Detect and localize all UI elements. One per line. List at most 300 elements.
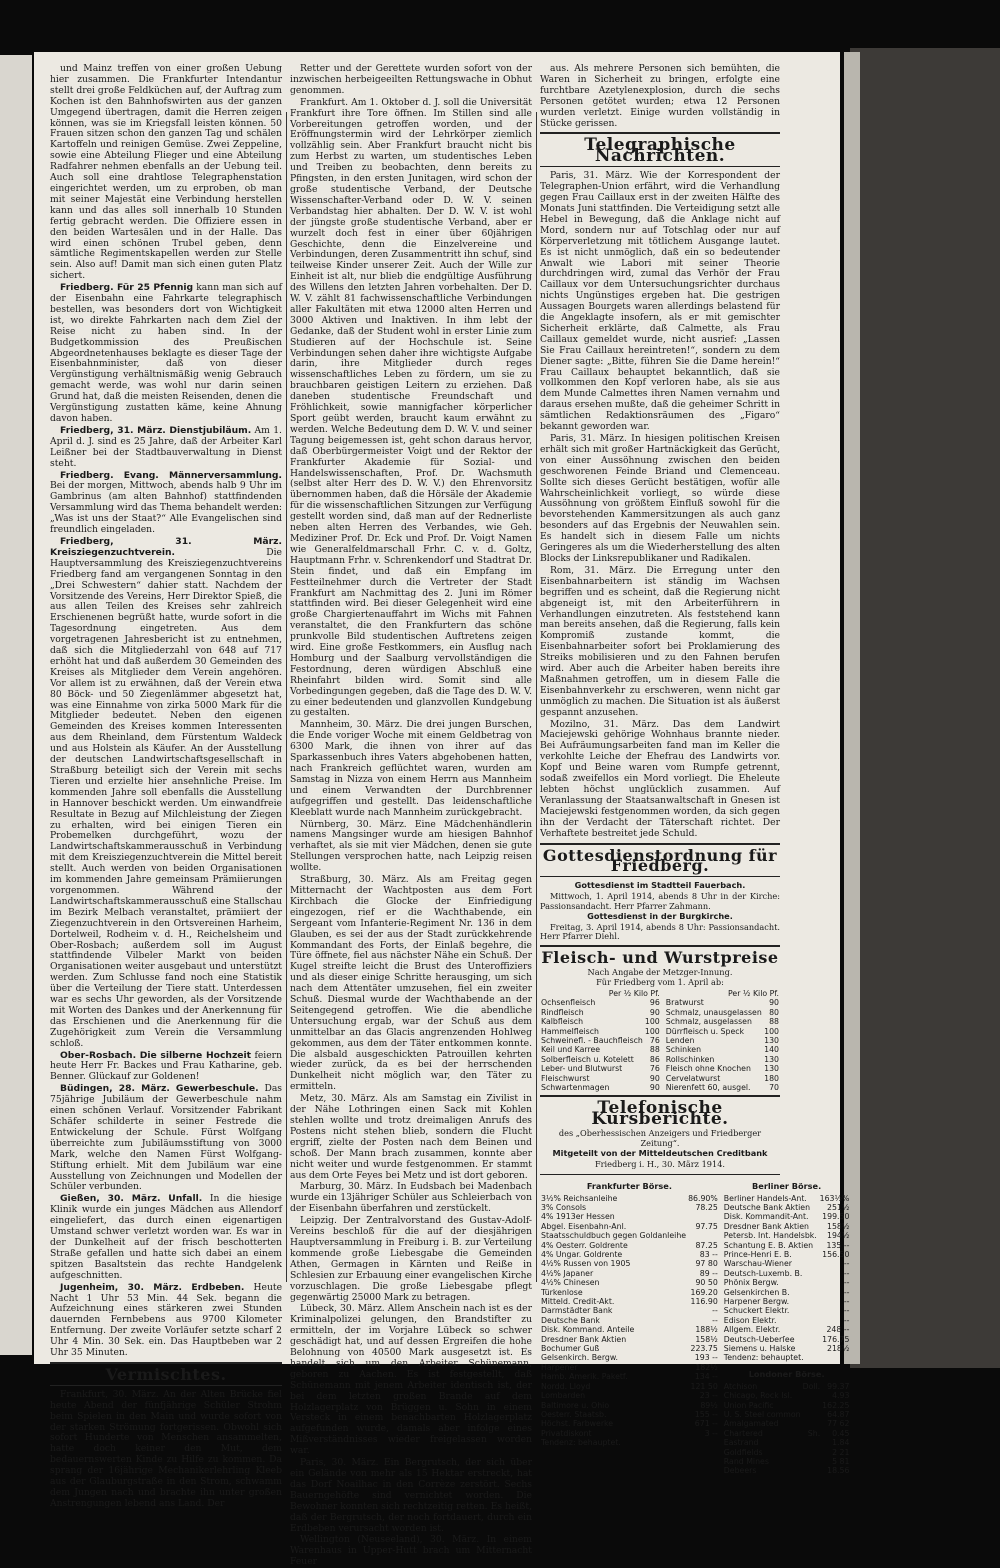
row-label: Prince-Henri E. B. xyxy=(723,1250,792,1259)
table-row xyxy=(540,1288,719,1297)
frankfurt-exchange-table xyxy=(540,1194,719,1448)
table-row xyxy=(540,1335,719,1344)
frankfurt-exchange-title: Frankfurter Börse. xyxy=(586,1180,672,1191)
row-label: Harpener xyxy=(541,1362,578,1372)
table-row xyxy=(540,1391,719,1400)
row-label: Baltimore u. Ohio xyxy=(541,1400,610,1410)
row-label: Chicago, Rock Isl. xyxy=(723,1391,793,1401)
row-label: Mitteld. Credit-Akt. xyxy=(541,1297,615,1307)
row-label: Dürrfleisch u. Speck xyxy=(665,1026,745,1036)
row-value: 100 xyxy=(764,1026,779,1036)
row-label: Oesterr. Staatsb. xyxy=(541,1409,607,1419)
table-row xyxy=(665,1083,780,1092)
row-label: Keil und Karree xyxy=(541,1045,601,1055)
row-label: Hammelfleisch xyxy=(541,1026,599,1036)
table-row xyxy=(540,1074,661,1083)
table-row xyxy=(723,1194,851,1203)
table-row xyxy=(723,1212,851,1221)
table-row xyxy=(723,1401,851,1410)
table-row xyxy=(540,1203,719,1212)
column-1 xyxy=(50,63,283,1509)
row-value: 89 -- xyxy=(699,1268,718,1278)
row-value: 671 -- xyxy=(694,1419,718,1429)
table-row xyxy=(540,1259,719,1268)
section-title-gottesdienst: Gottesdienstordnung für Friedberg. xyxy=(542,845,778,876)
article-text: In die hiesige Klinik wurde ein junges Mädchen aus Allendorf eingeliefert, das durch einen eigenartigen Umstand schwer verletzt worden war. Es war in der Dunkelheit auf der frisch beschotterten Straße gefallen und hatte sich dabei an einem spitzen Basaltstein das rechte Handgelenk aufgeschnitten. xyxy=(50,1193,282,1281)
row-label: Deutsche Bank Aktien xyxy=(723,1202,811,1212)
berlin-exchange-title: Berliner Börse. xyxy=(752,1180,822,1191)
row-value xyxy=(687,1231,719,1240)
article xyxy=(50,1051,282,1084)
article: Wellington (Neuseeland), 30. März. In einem Warenhaus in Upper-Hutt brach um Mitternacht Feuer xyxy=(290,1534,532,1568)
table-row xyxy=(723,1325,851,1334)
row-value: -- xyxy=(843,1306,850,1316)
table-row xyxy=(540,1278,719,1287)
article: Paris, 31. März. Wie der Korrespondent der Telegraphen-Union erfährt, wird die Verhandlung gegen Frau Caillaux erst in der zweiten Hälfte des Monats Juni stattfinden. Die Verteidigung setzt alle Hebel in Bewegung, daß die Anklage nicht auf Mord, sondern nur auf Totschlag oder nur auf Körperverletzung mit tötlichem Ausgange lautet. Es ist nicht unmöglich, daß ein so bedeutender Anwalt wie Labori mit seiner Theorie durchdringen wird, zumal das Verhör der Frau Caillaux vor dem Untersuchungsrichter durchaus nichts Ungünstiges ergeben hat. Die gestrigen Aussagen Bourgets waren allerdings belastend für die Angeklagte insofern, als er mit gemischter Sicherheit erklärte, daß Calmette, als Frau Caillaux gemeldet wurde, nicht ausrief: „Lassen Sie Frau Caillaux hereintreten!“, sondern zu dem Diener sagte: „Bitte, führen Sie die Dame herein!“ Frau Caillaux behauptet bekanntlich, daß sie vollkommen den Kopf verloren habe, als sie aus dem Munde Calmettes ihren Namen vernahm und daraus ersehen mußte, daß die geheimer Schritt in sämtlichen Redaktionsräumen des „Figaro“ bekannt geworden war. xyxy=(540,170,780,433)
row-value: 86 xyxy=(649,1054,660,1064)
row-label: Schmalz, ausgelassen xyxy=(665,1017,752,1027)
row-label: Union Pacific xyxy=(723,1400,774,1410)
row-value: 130 xyxy=(764,1054,779,1064)
row-value: 88 xyxy=(769,1017,779,1027)
row-value: 116.90 xyxy=(690,1297,718,1307)
table-row xyxy=(723,1419,851,1428)
row-label: Rand Mines xyxy=(723,1457,769,1467)
row-value xyxy=(802,1419,822,1428)
table-row xyxy=(723,1203,851,1212)
article: Lübeck, 30. März. Allem Anschein nach ist es der Kriminalpolizei gelungen, den Brandstifter zu ermitteln, der im Vorjahre Lübeck so schwer geschädigt hat, und auf dessen Ergreifen die hohe Belohnung von 40500 Mark ausgesetzt ist. Es handelt sich um den Arbeiter Schünemann, geboren zu Aachen. Es ist festgestellt, daß Schünemann mit jenem Arbeiter identisch ist, der bei dem letzten großen Brande auf dem Holzlagerplatz von Brüggen u. Sohn in einem Versteck in einem benachbarten Holzlagerplatz aufgefunden wurde, damals aber infolge eines Mißverständnisses wieder freigelassen worden war. xyxy=(290,1303,532,1457)
table-row xyxy=(540,1194,719,1203)
row-label: Schmalz, unausgelassen xyxy=(665,1007,762,1017)
article-heading: Friedberg, 31. März. Dienstjubiläum. xyxy=(60,424,252,436)
left-page-edge xyxy=(0,55,32,1355)
row-label: Fleischwurst xyxy=(541,1073,590,1083)
row-value: 99.37 xyxy=(827,1381,850,1391)
table-row xyxy=(723,1278,851,1287)
article: Rom, 31. März. Die Erregung unter den Eisenbahnarbeitern ist ständig im Wachsen begriffen und es scheint, daß die Regierung nicht abgeneigt ist, mit den Arbeiterführern in Verhandlungen einzutreten. Als feststehend kann man bereits ansehen, daß die Regierung, falls kein Kompromiß zustande kommt, die Eisenbahnarbeiter sofort bei Proklamierung des Streiks mobilisieren und zu den Fahnen berufen wird. Aber auch die Arbeiter haben bereits ihre Maßnahmen getroffen, um in diesem Falle die Eisenbahnverkehr zu erschweren, wenn nicht gar unmöglich zu machen. Die Situation ist als äußerst gespannt anzusehen. xyxy=(540,564,780,718)
table-row xyxy=(540,1325,719,1334)
section-rule xyxy=(540,876,780,877)
row-label: 4½% Japaner xyxy=(541,1268,594,1278)
row-label: Nierenfett 60, ausgel. xyxy=(665,1083,751,1093)
row-label: Fleisch ohne Knochen xyxy=(665,1064,751,1074)
row-value: -- xyxy=(843,1287,850,1297)
column-2 xyxy=(290,63,532,1568)
table-row xyxy=(723,1316,851,1325)
row-value: -- xyxy=(843,1315,850,1325)
row-value: -- xyxy=(843,1268,850,1278)
table-row xyxy=(540,1027,661,1036)
london-exchange-title: Londoner Börse. xyxy=(748,1368,825,1379)
row-value: 218½ xyxy=(827,1344,850,1354)
section-title-fleischpreise: Fleisch- und Wurstpreise xyxy=(541,947,779,967)
row-label: 4% 1913er Hessen xyxy=(541,1212,615,1222)
row-value: Doll. xyxy=(802,1381,821,1391)
table-row xyxy=(723,1429,851,1438)
row-label: U. S. Steel common xyxy=(723,1410,801,1419)
row-value: 156.50 xyxy=(822,1250,850,1259)
table-row xyxy=(540,1429,719,1438)
row-label: Edison Elektr. xyxy=(723,1315,777,1325)
article-heading: Friedberg. Evang. Männerversammlung. xyxy=(60,469,282,481)
row-value: -- xyxy=(843,1278,850,1288)
article: Mozilno, 31. März. Das dem Landwirt Maciejewski gehörige Wohnhaus brannte nieder. Bei Aufräumungsarbeiten fand man im Keller die verkohlte Leiche der Ehefrau des Landwirts vor. Kopf und Beine waren vom Rumpfe getrennt, sodaß zweifellos ein Mord vorliegt. Die Eheleute lebten höchst unglücklich zusammen. Auf Veranlassung der Staatsanwaltschaft in Gnesen ist Maciejewski festgenommen worden, da sich gegen ihn der Verdacht der Täterschaft richtet. Der Verhaftete bestreitet jede Schuld. xyxy=(540,718,780,839)
article xyxy=(50,1194,282,1281)
table-row xyxy=(665,1008,780,1017)
article-heading: Jugenheim, 30. März. Erdbeben. xyxy=(60,1281,245,1293)
berlin-exchange-table xyxy=(723,1194,851,1363)
row-label: Allgem. Elektr. xyxy=(723,1325,781,1335)
row-label: Eastrand xyxy=(723,1438,759,1448)
table-row xyxy=(540,1017,661,1026)
table-header xyxy=(665,989,780,998)
table-row xyxy=(665,1027,780,1036)
row-value: -- xyxy=(712,1306,718,1316)
row-value xyxy=(802,1391,822,1400)
row-label: Schuckert Elektr. xyxy=(723,1306,790,1316)
row-value: -- xyxy=(843,1297,850,1307)
row-value: 169.20 xyxy=(690,1287,718,1297)
page-stack-edge xyxy=(844,52,860,1364)
row-value: 188½ xyxy=(695,1325,718,1335)
row-value: 90 xyxy=(649,1007,660,1017)
column-rule xyxy=(536,112,537,1282)
row-value: 77 62 xyxy=(827,1419,850,1429)
table-row xyxy=(723,1448,851,1457)
unit-label: Per ½ Kilo Pf. xyxy=(608,989,660,998)
row-label: Nordd. Lloyd xyxy=(541,1381,591,1391)
row-value: 80 xyxy=(769,1007,779,1017)
service-heading: Gottesdienst im Stadtteil Fauerbach. xyxy=(574,880,746,891)
row-label: Schinken xyxy=(665,1045,702,1055)
row-label: Privatdiskont xyxy=(541,1428,592,1438)
article-text: Bei der morgen, Mittwoch, abends halb 9 Uhr im Gambrinus (am alten Bahnhof) stattfindenden Versammlung wird das Thema behandelt werden: „Was ist uns der Staat?“ Alle Evangelischen sind freundlich eingeladen. xyxy=(50,480,282,536)
table-row xyxy=(540,1438,719,1447)
row-value: 4.93 xyxy=(832,1391,850,1401)
table-row xyxy=(665,1045,780,1054)
article-heading: Ober-Rosbach. Die silberne Hochzeit xyxy=(60,1049,252,1061)
table-row xyxy=(540,1250,719,1259)
table-row xyxy=(723,1438,851,1447)
row-label: Chartered xyxy=(723,1428,763,1438)
article xyxy=(50,1084,282,1193)
column-rule xyxy=(286,112,287,1282)
row-label: 4½% Russen von 1905 xyxy=(541,1259,631,1269)
row-label: Petersb. Int. Handelsbk. xyxy=(723,1231,817,1241)
row-value: 121 50 xyxy=(690,1381,718,1391)
row-value: 86.90% xyxy=(688,1193,718,1203)
article xyxy=(50,471,282,536)
row-value: 158½ xyxy=(695,1334,718,1344)
article xyxy=(50,426,282,470)
row-label: Türkenlose xyxy=(541,1287,583,1297)
table-row xyxy=(540,1344,719,1353)
article xyxy=(50,283,282,425)
table-row xyxy=(540,1297,719,1306)
row-label: Harpener Bergw. xyxy=(723,1297,790,1307)
section-rule xyxy=(540,945,780,947)
table-row xyxy=(540,1045,661,1054)
row-value xyxy=(802,1457,822,1466)
article: Mannheim, 30. März. Die drei jungen Burschen, die Ende voriger Woche mit einem Geldbetrag von 6300 Mark, die ihnen von ihrer auf das Sparkassenbuch ihres Vaters abgehobenen hatten, nach Frankreich geflüchtet waren, wurden am Samstag in Nizza von einem Herrn aus Mannheim und einem Verwandten der Durchbrenner aufgegriffen und gestellt. Das leidenschaftliche Kleeblatt wurde nach Mannheim zurückgebracht. xyxy=(290,719,532,818)
article-heading: Friedberg, 31. März. Kreisziegenzuchtverein. xyxy=(50,535,282,558)
row-label: Goldfields xyxy=(723,1447,763,1457)
prices-validity: Für Friedberg vom 1. April ab: xyxy=(596,977,724,988)
row-value: 140 xyxy=(764,1045,779,1055)
section-title-kursberichte: Telefonische Kursberichte. xyxy=(591,1098,729,1130)
table-row xyxy=(665,1036,780,1045)
row-label: Deutsch-Luxemb. B. xyxy=(723,1268,803,1278)
article: aus. Als mehrere Personen sich bemühten, die Waren in Sicherheit zu bringen, erfolgte eine furchtbare Azetylenexplosion, durch die sechs Personen getötet wurden; etwa 12 Personen wurden verletzt. Einige wurden vollständig in Stücke gerissen. xyxy=(540,63,780,129)
row-value: -- xyxy=(843,1259,850,1269)
table-row xyxy=(540,1401,719,1410)
row-value xyxy=(802,1438,822,1447)
row-value: 134 -- xyxy=(694,1372,718,1382)
row-value: 135 -- xyxy=(826,1240,850,1250)
row-label: 4% Oesterr. Goldrente xyxy=(541,1240,628,1250)
stock-quotes xyxy=(540,1179,850,1476)
row-label: Gelsenkirchen B. xyxy=(723,1287,790,1297)
row-label: Gelsenkirch. Bergw. xyxy=(541,1353,619,1363)
row-value: 155 -- xyxy=(694,1409,718,1419)
table-row xyxy=(723,1410,851,1419)
row-label: Solberfleisch u. Kotelett xyxy=(541,1054,634,1064)
table-row xyxy=(665,1017,780,1026)
table-row xyxy=(540,1419,719,1428)
table-row xyxy=(540,1372,719,1381)
row-value xyxy=(818,1353,850,1362)
table-row xyxy=(723,1269,851,1278)
table-row xyxy=(540,998,661,1007)
article-text: Die Hauptversammlung des Kreisziegenzuchtvereins Friedberg fand am vergangenen Sonntag in den „Drei Schwestern“ dahier statt. Nachdem der Vorsitzende des Vereins, Herr Direktor Spieß, die aus allen Teilen des Kreises sehr zahlreich Erschienenen begrüßt hatte, wurde sofort in die Tagesordnung eingetreten. Aus dem vorgetragenen Jahresbericht ist zu entnehmen, daß sich die Mitgliederzahl von 648 auf 717 erhöht hat und daß außerdem 30 Gemeinden des Kreises als Mitglieder dem Verein angehören. Vor allem ist zu erwähnen, daß der Verein etwa 80 Böck- und 50 Ziegenlämmer abgesetzt hat, was eine Einnahme von zirka 5000 Mark für die Mitglieder bedeutet. Neben den eigenen Gemeinden des Kreises kommen Interessenten aus dem Rheinland, dem Fürstentum Waldeck und aus Holstein als Käufer. An der Ausstellung der deutschen Landwirtschaftsgesellschaft in Straßburg beteiligt sich der Verein mit sechs Tieren und erzielte hier ansehnliche Preise. Im kommenden Jahre soll ebenfalls die Ausstellung in Hannover beschickt werden. Um einwandfreie Resultate in Bezug auf Milchleistung der Ziegen zu erhalten, wird bei einigen Tieren ein Probemelken durchgeführt, wozu der Landwirtschaftskammerausschuß in Verbindung mit dem Kreisziegenzuchtverein die Mittel bereit stellt. Auch werden von beiden Organisationen im kommenden Jahre gemeinsam Prämiierungen vorgenommen. Während der Landwirtschaftskammerausschuß eine Stallschau im Bezirk Melbach veranstaltet, prämiiert der Ziegenzuchtverein in den Ortsvereinen Harheim, Dortelweil, Rodheim v. d. H., Reichelsheim und Ober-Rosbach; außerdem soll im August stattfindende Vilbeler Markt von beiden Organisationen weiter ausgebaut und unterstützt werden. Zum Schlusse fand noch eine Statistik über die Verteilung der Tiere statt. Unterdessen war es sechs Uhr geworden, als der Vorsitzende mit Worten des Dankes und der Anerkennung für das Erschienen und die Anerkennung für die Zugehörigkeit zum Verein die Versammlung schloß. xyxy=(50,546,282,1049)
row-label: Dresdner Bank Aktien xyxy=(723,1221,809,1231)
row-label: Schwartenmagen xyxy=(541,1083,610,1093)
section-rule xyxy=(540,1174,780,1175)
section-title-vermischtes: Vermischtes. xyxy=(105,1364,227,1384)
row-label: Staatsschuldbuch gegen Goldanleihe xyxy=(541,1231,687,1241)
row-value: -- xyxy=(712,1315,718,1325)
section-rule xyxy=(540,166,780,167)
row-label: Rollschinken xyxy=(665,1054,715,1064)
row-value: 251½ xyxy=(827,1202,850,1212)
table-row xyxy=(723,1466,851,1475)
section-rule xyxy=(540,132,780,134)
table-header xyxy=(540,989,661,998)
row-value: 158½ xyxy=(827,1221,850,1231)
row-label: Hamb. Amerik. Paketf. xyxy=(541,1372,628,1382)
row-label: Atchison xyxy=(723,1381,758,1391)
row-label: Dresdner Bank Aktien xyxy=(541,1334,627,1344)
row-label: Amalgamated xyxy=(723,1419,779,1429)
article: Frankfurt, 30. März. An der Alten Brücke fiel heute Abend der fünfjährige Schüler Strohm beim Spielen in den Main und wurde sofort von der starken Strömung fortgerissen. Obwohl sich sofort Hunderte von Menschen ansammelten, hatte doch keiner den Mut, dem bedauernswerten Kinde zu Hilfe zu kommen. Da sprang der 16jährige Mechanikerlehrling Kleeb aus der Glauburgstraße in den Strom, schwamm dem Jungen nach und brachte ihn unter großen Anstrengungen lebend ans Land. Der xyxy=(50,1388,282,1509)
article xyxy=(50,1283,282,1359)
service-text: Freitag, 3. April 1914, abends 8 Uhr: Passionsandacht. Herr Pfarrer Diehl. xyxy=(540,921,780,942)
table-row xyxy=(540,1008,661,1017)
table-row xyxy=(540,1064,661,1073)
row-label: Bratwurst xyxy=(665,998,704,1008)
row-value: 78.25 xyxy=(695,1202,718,1212)
row-label: Schweinefl. - Bauchfleisch xyxy=(541,1036,643,1046)
row-value: 23 -- xyxy=(699,1391,718,1401)
row-value: 88 xyxy=(649,1045,660,1055)
unit-label: Per ½ Kilo Pf. xyxy=(728,989,779,998)
table-row xyxy=(540,1269,719,1278)
table-row xyxy=(723,1391,851,1400)
table-row xyxy=(540,1231,719,1240)
row-value: 90 xyxy=(649,1073,660,1083)
article: Retter und der Gerettete wurden sofort von der inzwischen herbeigeeilten Rettungswache in Obhut genommen. xyxy=(290,63,532,96)
row-label: Debeers xyxy=(723,1466,757,1476)
table-row xyxy=(540,1241,719,1250)
meat-prices-table-left xyxy=(540,989,661,1092)
row-label: 4% Ungar. Goldrente xyxy=(541,1250,623,1259)
table-row xyxy=(540,1055,661,1064)
kurs-bank: Mitgeteilt von der Mitteldeutschen Creditbank xyxy=(552,1148,768,1159)
row-value xyxy=(687,1438,719,1447)
row-value: 76 xyxy=(649,1064,660,1074)
article: Leipzig. Der Zentralvorstand des Gustav-Adolf-Vereins beschloß für die auf der diesjährigen Hauptversammlung in Freiburg i. B. zur Verteilung kommende große Liebesgabe die Gemeinden Athen, Germagen in Kärnten und Reiße in Schlesien zur Erbauung einer evangelischen Kirche vorzuschlagen. Die große Liebesgabe pflegt gegenwärtig 25000 Mark zu betragen. xyxy=(290,1215,532,1303)
table-row xyxy=(723,1306,851,1315)
row-label: Darmstädter Bank xyxy=(541,1306,613,1316)
row-value: 97 80 xyxy=(695,1259,718,1269)
section-rule xyxy=(540,1095,780,1097)
section-title-telegraphische: Telegraphische Nachrichten. xyxy=(584,135,736,167)
row-value: 223.75 xyxy=(690,1344,718,1354)
column-3 xyxy=(540,63,850,1476)
row-value: 130 xyxy=(764,1036,779,1046)
table-row xyxy=(723,1353,851,1362)
row-label: Disk. Kommand. Anteile xyxy=(541,1325,635,1335)
row-value: Sh. xyxy=(807,1428,821,1438)
kurs-source: des „Oberhessischen Anzeigers und Friedberger Zeitung“. xyxy=(558,1128,762,1148)
row-label: Disk. Kommandit-Ant. xyxy=(723,1212,809,1222)
kurs-date: Friedberg i. H., 30. März 1914. xyxy=(594,1159,726,1170)
row-label: Bochumer Guß xyxy=(541,1344,600,1354)
table-row xyxy=(723,1382,851,1391)
section-rule xyxy=(50,1385,282,1386)
row-label: Tendenz: behauptet. xyxy=(541,1438,621,1448)
row-value: 248 -- xyxy=(826,1325,850,1335)
table-row xyxy=(540,1316,719,1325)
article: Paris, 31. März. In hiesigen politischen Kreisen erhält sich mit großer Hartnäckigkeit das Gerücht, von einer Aussöhnung zwischen den beiden geschworenen Feinde Briand und Clemenceau. Sollte sich dieses Gerücht bestätigen, wofür alle Wahrscheinlichkeit vorliegt, so würde diese Aussöhnung von größtem Einfluß sowohl für die bevorstehenden Kammersitzungen als auch ganz besonders auf das Ergebnis der Neuwahlen sein. Es handelt sich in diesem Falle um nichts Geringeres als um die Wiederherstellung des alten Blocks der Linksrepublikaner und Radikalen. xyxy=(540,433,780,564)
article: Metz, 30. März. Als am Samstag ein Zivilist in der Nähe Lothringen einen Sack mit Kohlen stehlen wollte und trotz dreimaligen Anrufs des Postens nicht stehen blieb, sondern die Flucht ergriff, zielte der Posten nach dem Beinen und schoß. Der Mann brach zusammen, konnte aber nicht weiter und wurde festgenommen. Er stammt aus dem Orte Feyes bei Metz und ist dort geboren. xyxy=(290,1093,532,1181)
row-value: 83 -- xyxy=(699,1250,718,1259)
row-value: 90 50 xyxy=(695,1278,718,1288)
table-row xyxy=(723,1288,851,1297)
article-text: Heute Nacht 1 Uhr 53 Min. 44 Sek. begann die Aufzeichnung eines stärkeren zwei Stunden dauernden Fernbebens aus 9700 Kilometer Entfernung. Der zweite Vorläufer setzte scharf 2 Uhr 4 Min. 30 Sek. ein. Das Hauptbeben war 2 Uhr 35 Minuten. xyxy=(50,1281,283,1359)
row-value: 96 xyxy=(649,998,660,1008)
row-value xyxy=(802,1410,822,1419)
row-value: 1.84 xyxy=(832,1438,850,1448)
row-label: Cervelatwurst xyxy=(665,1073,721,1083)
article-text: feiern heute Herr Fr. Backes und Frau Katharine, geb. Benner. Glückauf zur Goldenen! xyxy=(50,1049,282,1083)
row-value: 76 xyxy=(649,1036,660,1046)
section-rule xyxy=(50,1362,282,1364)
table-row xyxy=(723,1222,851,1231)
row-value: 100 xyxy=(644,1017,660,1027)
table-row xyxy=(723,1335,851,1344)
service-text: Mittwoch, 1. April 1914, abends 8 Uhr in der Kirche: Passionsandacht. Herr Pfarrer Zahmann. xyxy=(540,890,780,911)
table-row xyxy=(665,998,780,1007)
row-label: Berliner Handels-Ant. xyxy=(723,1193,807,1203)
row-label: Leber- und Blutwurst xyxy=(541,1064,623,1074)
table-row xyxy=(723,1250,851,1259)
row-value: 97.75 xyxy=(695,1221,718,1231)
london-exchange-table xyxy=(723,1382,851,1476)
row-label: 4½% Chinesen xyxy=(541,1278,600,1288)
row-label: Ochsenfleisch xyxy=(541,998,596,1008)
row-label: Kalbfleisch xyxy=(541,1017,584,1027)
row-value: 64.87 xyxy=(827,1410,850,1419)
table-row xyxy=(540,1306,719,1315)
row-label: Lenden xyxy=(665,1036,695,1046)
row-value: 5 81 xyxy=(832,1457,850,1467)
prices-source: Nach Angabe der Metzger-Innung. xyxy=(587,966,733,977)
table-row xyxy=(540,1212,719,1221)
article-text: kann man sich auf der Eisenbahn eine Fahrkarte telegraphisch bestellen, was besonders dort von Wichtigkeit ist, wo direkte Fahrkarten nach dem Ziel der Reise nicht zu haben sind. In der Budgetkommission des Preußischen Abgeordnetenhauses beklagte es dieser Tage der Eisenbahnminister, daß von dieser Vergünstigung verhältnismäßig wenig Gebrauch gemacht werde, was wohl nur darin seinen Grund hat, daß die meisten Reisenden, denen die Vergünstigung zustatten käme, keine Ahnung davon haben. xyxy=(50,282,283,424)
row-value: 90 xyxy=(649,1083,660,1093)
table-row xyxy=(540,1353,719,1362)
table-row xyxy=(540,1363,719,1372)
meat-prices-table-right xyxy=(665,989,780,1092)
row-label: Deutsche Bank xyxy=(541,1315,600,1325)
row-value xyxy=(802,1401,822,1410)
table-row xyxy=(723,1231,851,1240)
row-label: Rindfleisch xyxy=(541,1007,584,1017)
article-heading: Gießen, 30. März. Unfall. xyxy=(60,1193,203,1205)
row-value: 199.50 xyxy=(822,1212,850,1222)
table-row xyxy=(540,1382,719,1391)
table-row xyxy=(665,1064,780,1073)
row-value: 194½ xyxy=(827,1231,850,1241)
article-text: Am 1. April d. J. sind es 25 Jahre, daß der Arbeiter Karl Leißner bei der Stadtbauverwaltung in Dienst steht. xyxy=(50,424,282,469)
article-text: Das 75jährige Jubiläum der Gewerbeschule nahm einen schönen Verlauf. Vorsitzender Fabrikant Schäfer schilderte in seiner Festrede die Entwickelung der Schule. Fürst Wolfgang überreichte zum Jubiläumsstiftung von 3000 Mark, welche den Namen Fürst Wolfgang-Stiftung erhielt. Mit dem Jubiläum war eine Ausstellung von Zeichnungen und Modellen der Schüler verbunden. xyxy=(50,1083,283,1193)
row-value: 163½% xyxy=(819,1193,850,1203)
row-value xyxy=(687,1212,719,1221)
table-row xyxy=(723,1259,851,1268)
row-value: 89½ xyxy=(700,1400,718,1410)
table-row xyxy=(723,1457,851,1466)
section-rule xyxy=(540,843,780,845)
row-label: Schantung E. B. Aktien xyxy=(723,1240,814,1250)
article: Frankfurt. Am 1. Oktober d. J. soll die Universität Frankfurt ihre Tore öffnen. Im Stillen sind alle Vorbereitungen getroffen worden, und der Eröffnungstermin wird der Lehrkörper ziemlich vollzählig sein. Aber Frankfurt braucht nicht bis zum Herbst zu warten, um studentisches Leben und Treiben zu beobachten, denn bereits zu Pfingsten, in den ersten Junitagen, wird schon der große studentische Verband, der Deutsche Wissenschafter-Verband oder D. W. V. seinen Verbandstag hier abhalten. Der D. W. V. ist wohl der jüngste große studentische Verband, aber er wurzelt doch fest in einer über 60jährigen Geschichte, denn die Einzelvereine und Verbindungen, deren Zusammentritt ihn schuf, sind teilweise Kinder unserer Zeit. Auch der Wille zur Einheit ist alt, nur blieb die endgültige Ausführung des Willens den letzten Jahren vorbehalten. Der D. W. V. zählt 81 fachwissenschaftliche Verbindungen aller Fakultäten mit etwa 12000 alten Herren und 3000 Aktiven und Inaktiven. In ihm lebt der Gedanke, daß der Student wohl in erster Linie zum Studieren auf der Hochschule ist. Seine Verbindungen sehen daher ihre wichtigste Aufgabe darin, ihre Mitglieder durch reges wissenschaftliches Leben zu fördern, um sie zu brauchbaren geistigen Leitern zu erziehen. Daß daneben studentische Freundschaft und Fröhlichkeit, sowie mannigfacher körperlicher Sport geübt werden, braucht kaum erwähnt zu werden. Welche Bedeutung dem D. W. V. und seiner Tagung beigemessen ist, geht schon daraus hervor, daß Oberbürgermeister Voigt und der Rektor der Frankfurter Akademie für Sozial- und Handelswissenschaften, Prof. Dr. Wachsmuth (selbst alter Herr des D. W. V.) den Ehrenvorsitz übernommen haben, daß die Hörsäle der Akademie für die wissenschaftlichen Sitzungen zur Verfügung gestellt worden sind, daß man auf der Rednerliste neben alten Herren des Verbandes, wie Geh. Mediziner Prof. Dr. Eck und Prof. Dr. Voigt Namen wie Generalfeldmarschall Frhr. C. v. d. Goltz, Hauptmann Frhr. v. Schrenkendorf und Stadtrat Dr. Stein findet, und daß ein Empfang im Festteilnehmer durch die Vertreter der Stadt Frankfurt am Nachmittag des 2. Juni im Römer stattfinden wird. Bei dieser Gelegenheit wird eine große Chargiertenauffahrt im Wichs mit Fahnen veranstaltet, die den Frankfurtern das schöne prunkvolle Bild studentischen Auftretens zeigen wird. Eine große Festkommers, ein Ausflug nach Homburg und der Saalburg vervollständigen die Festordnung, deren würdigen Abschluß eine Rheinfahrt bilden wird. Somit sind alle Vorbedingungen gegeben, daß die Tage des D. W. V. zu einer bedeutenden und glanzvollen Kundgebung zu gestalten. xyxy=(290,96,532,719)
row-label: Siemens u. Halske xyxy=(723,1344,796,1354)
row-value: 3 -- xyxy=(704,1428,718,1438)
row-value: 180 xyxy=(764,1073,779,1083)
article-heading: Friedberg. Für 25 Pfennig xyxy=(60,282,194,294)
row-value xyxy=(802,1448,822,1457)
row-label: 3% Consols xyxy=(541,1202,587,1212)
row-value: 176.75 xyxy=(822,1334,850,1344)
row-label: Deutsch-Ueberſee xyxy=(723,1334,795,1344)
article: Paris, 30. März. Ein Bergrutsch, der sich über ein Gelände von mehr als 15 Hektar erstreckt, hat das Dorf Noailhac in den Corrèze zerstört. Sechs Bauerngehöfte sind vernichtet worden. Die Bewohner konnten sich rechtzeitig retten. Es heißt, daß der Bergrutsch, der noch fortdauert, durch ein Erdbeben verursacht worden ist. xyxy=(290,1457,532,1534)
table-row xyxy=(540,1410,719,1419)
row-value: 193 -- xyxy=(694,1353,718,1363)
row-value xyxy=(802,1466,822,1475)
table-row xyxy=(540,1083,661,1092)
article: Straßburg, 30. März. Als am Freitag gegen Mitternacht der Wachtposten aus dem Fort Kirchbach die Glocke der Einfriedigung eingezogen, rief er die Wachthabende, ein Sergeant vom Infanterie-Regiment Nr. 136 in dem Glauben, es sei der aus der Stadt zurückkehrende Kommandant des Forts, der Einlaß begehre, die Türe öffnete, fiel aus nächster Nähe ein Schuß. Der Kugel streifte leicht die Brust des Unteroffiziers und als dieser einige Schritte herausging, um sich nach dem Attentäter umzusehen, fiel ein zweiter Schuß. Diesmal wurde der Wachthabende an der Seitengegend getroffen. Wie die abendliche Untersuchung ergab, war der Schuß aus dem unmittelbar an das Glacis angrenzenden Hohlweg gekommen, aus dem der Täter entkommen konnte. Die alsbald ausgeschickten Patrouillen kehrten wieder zurück, da es bei der herrschenden Dunkelheit nicht möglich war, den Täter zu ermitteln. xyxy=(290,874,532,1093)
article: Marburg, 30. März. In Eudsbach bei Madenbach wurde ein 13jähriger Schüler aus Schleierbach von der Eisenbahn überfahren und zerstückelt. xyxy=(290,1181,532,1215)
row-value: 90 xyxy=(769,998,779,1008)
row-label: Phönix Bergw. xyxy=(723,1278,779,1288)
row-value: 0.45 xyxy=(832,1428,850,1438)
row-value: 130 xyxy=(764,1064,779,1074)
table-row xyxy=(723,1241,851,1250)
row-value: 18.56 xyxy=(827,1466,850,1476)
table-row xyxy=(665,1055,780,1064)
row-label: Tendenz: behauptet. xyxy=(723,1353,804,1363)
table-row xyxy=(540,1036,661,1045)
